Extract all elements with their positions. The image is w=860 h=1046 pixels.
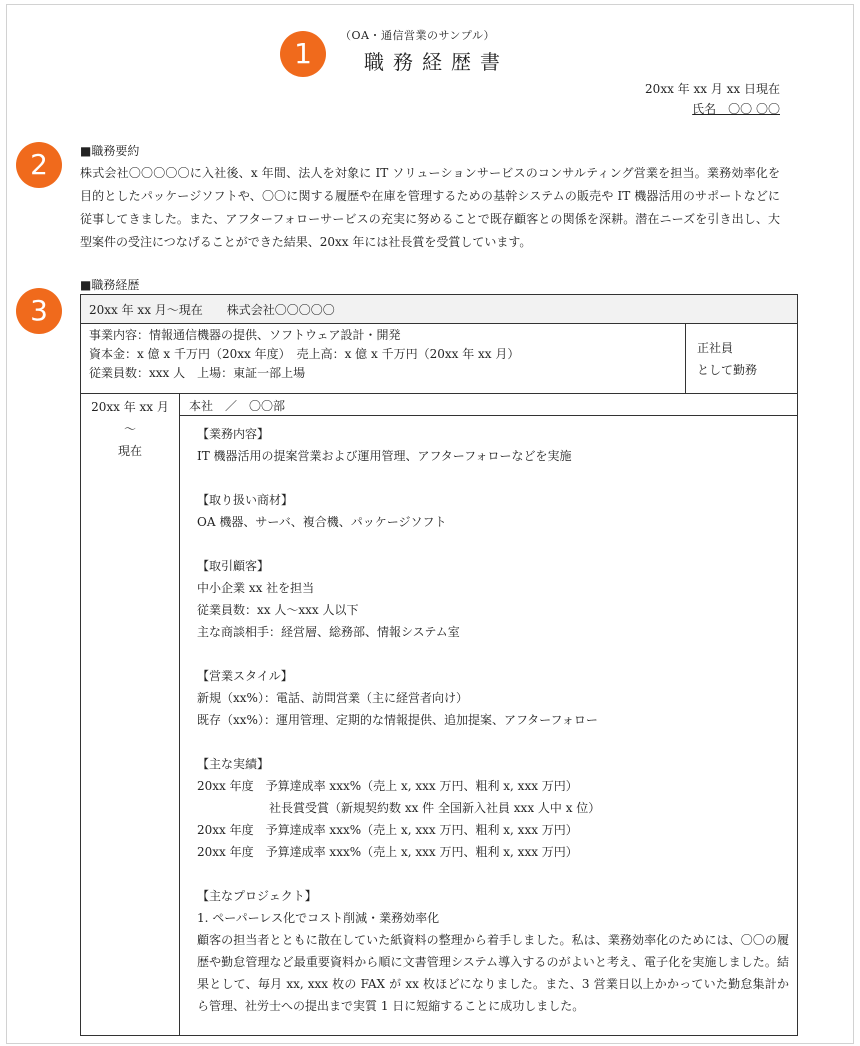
job-detail-line: 既存（xx%）：運用管理、定期的な情報提供、追加提案、アフターフォロー bbox=[197, 713, 598, 727]
history-heading: ■職務経歴 bbox=[80, 278, 140, 292]
job-detail-line: 【営業スタイル】 bbox=[197, 669, 293, 683]
employment-type bbox=[697, 337, 757, 381]
row-divider bbox=[81, 393, 797, 394]
job-detail-line: 従業員数：xx 人〜xxx 人以下 bbox=[197, 603, 359, 617]
job-detail-line: 【主な実績】 bbox=[197, 757, 270, 771]
period-separator: 〜 bbox=[123, 422, 136, 436]
summary-heading: ■職務要約 bbox=[80, 144, 140, 158]
department-label: 本社 ／ 〇〇部 bbox=[189, 399, 286, 413]
company-period-row: 20xx 年 xx 月〜現在 株式会社〇〇〇〇〇 bbox=[89, 303, 335, 317]
column-divider bbox=[685, 323, 686, 393]
job-detail-line: 20xx 年度 予算達成率 xxx%（売上 x, xxx 万円、粗利 x, xxx 万円） bbox=[197, 845, 578, 859]
job-detail-lines bbox=[197, 423, 789, 929]
blank-line bbox=[197, 731, 789, 753]
job-detail-line: 新規（xx%）：電話、訪問営業（主に経営者向け） bbox=[197, 691, 468, 705]
section-number-badge-2: 2 bbox=[16, 142, 62, 188]
job-detail-line: 【主なプロジェクト】 bbox=[197, 889, 317, 903]
career-history-table bbox=[80, 294, 798, 1036]
applicant-name: 氏名 〇〇 〇〇 bbox=[692, 102, 780, 116]
employment-type-line: 正社員 bbox=[697, 341, 734, 355]
job-detail-line: IT 機器活用の提案営業および運用管理、アフターフォローなどを実施 bbox=[197, 449, 572, 463]
job-detail-body bbox=[197, 423, 789, 1017]
section-number-badge-1: 1 bbox=[280, 31, 326, 77]
blank-line bbox=[197, 533, 789, 555]
job-detail-line: 【業務内容】 bbox=[197, 427, 270, 441]
blank-line bbox=[197, 643, 789, 665]
period-end: 現在 bbox=[117, 444, 142, 458]
column-divider bbox=[179, 393, 180, 1035]
period-start: 20xx 年 xx 月 bbox=[91, 400, 169, 414]
company-info-line: 資本金：x 億 x 千万円（20xx 年度） 売上高：x 億 x 千万円（20xx 年 xx 月） bbox=[89, 347, 520, 361]
company-info bbox=[89, 326, 679, 383]
job-detail-line: 【取引顧客】 bbox=[197, 559, 270, 573]
company-info-line: 事業内容：情報通信機器の提供、ソフトウェア設計・開発 bbox=[89, 328, 401, 342]
blank-line bbox=[197, 863, 789, 885]
employment-type-line: として勤務 bbox=[697, 363, 758, 377]
job-detail-line: 【取り扱い商材】 bbox=[197, 493, 294, 507]
document-title: 職務経歴書 bbox=[364, 50, 509, 74]
section-number-badge-3: 3 bbox=[16, 288, 62, 334]
job-detail-line: 社長賞受賞（新規契約数 xx 件 全国新入社員 xxx 人中 x 位） bbox=[269, 801, 601, 815]
job-detail-line: 中小企業 xx 社を担当 bbox=[197, 581, 315, 595]
job-detail-line: 20xx 年度 予算達成率 xxx%（売上 x, xxx 万円、粗利 x, xxx 万円） bbox=[197, 779, 578, 793]
row-divider bbox=[179, 415, 797, 416]
document-date: 20xx 年 xx 月 xx 日現在 bbox=[645, 82, 780, 96]
company-info-line: 従業員数：xxx 人 上場：東証一部上場 bbox=[89, 366, 306, 380]
blank-line bbox=[197, 467, 789, 489]
job-detail-line: OA 機器、サーバ、複合機、パッケージソフト bbox=[197, 515, 447, 529]
job-detail-line: 主な商談相手：経営層、総務部、情報システム室 bbox=[197, 625, 460, 639]
document-subtitle: （OA・通信営業のサンプル） bbox=[340, 29, 495, 42]
summary-text: 株式会社〇〇〇〇〇に入社後、x 年間、法人を対象に IT ソリューションサービスのコンサルティング営業を担当。業務効率化を目的としたパッケージソフトや、〇〇に関する履歴や在庫を管理するための基幹システムの販売や IT 機器活用のサポートなどに従事してきました。また、アフターフォローサービスの充実に努めることで既存顧客との関係を深耕。潜在ニーズを引き出し、大型案件の受注につなげることができた結果、20xx 年には社長賞を受賞しています。 bbox=[80, 166, 780, 249]
job-detail-line: 1. ペーパーレス化でコスト削減・業務効率化 bbox=[197, 911, 440, 925]
job-detail-line: 20xx 年度 予算達成率 xxx%（売上 x, xxx 万円、粗利 x, xxx 万円） bbox=[197, 823, 578, 837]
project-description: 顧客の担当者とともに散在していた紙資料の整理から着手しました。私は、業務効率化のためには、〇〇の履歴や勤怠管理など最重要資料から順に文書管理システム導入するのがよいと考え、電子化を実施しました。結果として、毎月 xx, xxx 枚の FAX が xx 枚ほどになりました。また、3 営業日以上かかっていた勤怠集計から管理、社労士への提出まで実質 1 日に短縮することに成功しました。 bbox=[197, 933, 789, 1013]
row-divider bbox=[81, 323, 797, 324]
employment-period bbox=[81, 396, 179, 462]
